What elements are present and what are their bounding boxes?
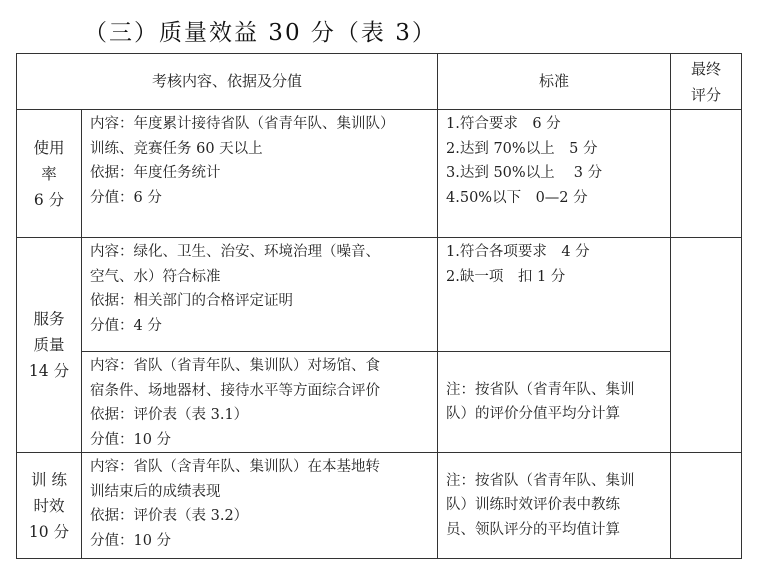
category-training [17,453,82,559]
content-line: 内容：省队（含青年队、集训队）在本基地转 [90,459,380,475]
category-service [17,238,82,453]
content-line: 空气、水）符合标准 [90,268,221,285]
standard-line: 队）的评价分值平均分计算 [446,406,621,422]
header-content-col: 考核内容、依据及分值 [17,54,438,110]
header-final-line1: 最终 [691,60,722,78]
header-final-line2: 评分 [691,86,722,104]
standard-line: 注：按省队（省青年队、集训 [446,381,635,398]
final-score-usage[interactable] [671,110,742,238]
content-line: 依据：评价表（表 3.2） [90,508,249,524]
table-header-row [17,54,742,110]
content-service-eval [82,352,438,453]
content-line: 依据：评价表（表 3.1） [90,407,249,423]
content-line: 分值：6 分 [90,189,162,206]
category-line: 6 分 [33,190,65,209]
content-line: 依据：年度任务统计 [90,165,221,181]
standard-usage [438,110,671,238]
content-usage [82,110,438,238]
category-line: 服务 [33,310,65,328]
category-line: 10 分 [28,522,70,541]
final-score-training[interactable] [671,453,742,559]
content-line: 内容：绿化、卫生、治安、环境治理（噪音、 [90,244,380,260]
content-line: 分值：4 分 [90,317,162,334]
content-line: 训结束后的成绩表现 [90,483,221,500]
category-line: 率 [41,164,57,183]
content-line: 分值：10 分 [90,532,172,549]
content-line: 内容：年度累计接待省队（省青年队、集训队） [90,116,395,132]
content-line: 训练、竞赛任务 60 天以上 [90,140,263,157]
content-service-env [82,238,438,352]
standard-service-eval [438,352,671,453]
category-line: 质量 [33,336,65,354]
table-row-training [17,453,742,559]
table-row-usage [17,110,742,238]
category-line: 时效 [33,496,65,515]
category-line: 使用 [33,138,65,157]
category-line: 训 练 [31,470,67,489]
standard-line: 1.符合各项要求 4 分 [446,244,590,260]
content-line: 宿条件、场地器材、接待水平等方面综合评价 [90,382,380,399]
standard-line: 2.达到 70%以上 5 分 [446,140,598,157]
table-row-service-b [17,352,742,453]
standard-line: 2.缺一项 扣 1 分 [446,268,566,285]
content-line: 依据：相关部门的合格评定证明 [90,293,293,309]
standard-service-env [438,238,671,352]
table-row-service-a [17,238,742,352]
category-usage [17,110,82,238]
content-line: 内容：省队（省青年队、集训队）对场馆、食 [90,358,380,374]
header-standard-col: 标准 [438,54,671,110]
standard-line: 队）训练时效评价表中教练 [446,497,621,514]
standard-training [438,453,671,559]
content-training [82,453,438,559]
standard-line: 1.符合要求 6 分 [446,116,561,132]
standard-line: 员、领队评分的平均值计算 [446,521,621,538]
header-final-col [671,54,742,110]
standard-line: 3.达到 50%以上 3 分 [446,165,603,181]
standard-line: 注：按省队（省青年队、集训 [446,472,635,489]
category-line: 14 分 [28,362,70,380]
standard-line: 4.50%以下 0—2 分 [446,189,588,206]
final-score-service[interactable] [671,238,742,453]
content-line: 分值：10 分 [90,431,172,448]
section-title: （三）质量效益 30 分（表 3） [84,20,437,46]
assessment-table [16,53,742,559]
